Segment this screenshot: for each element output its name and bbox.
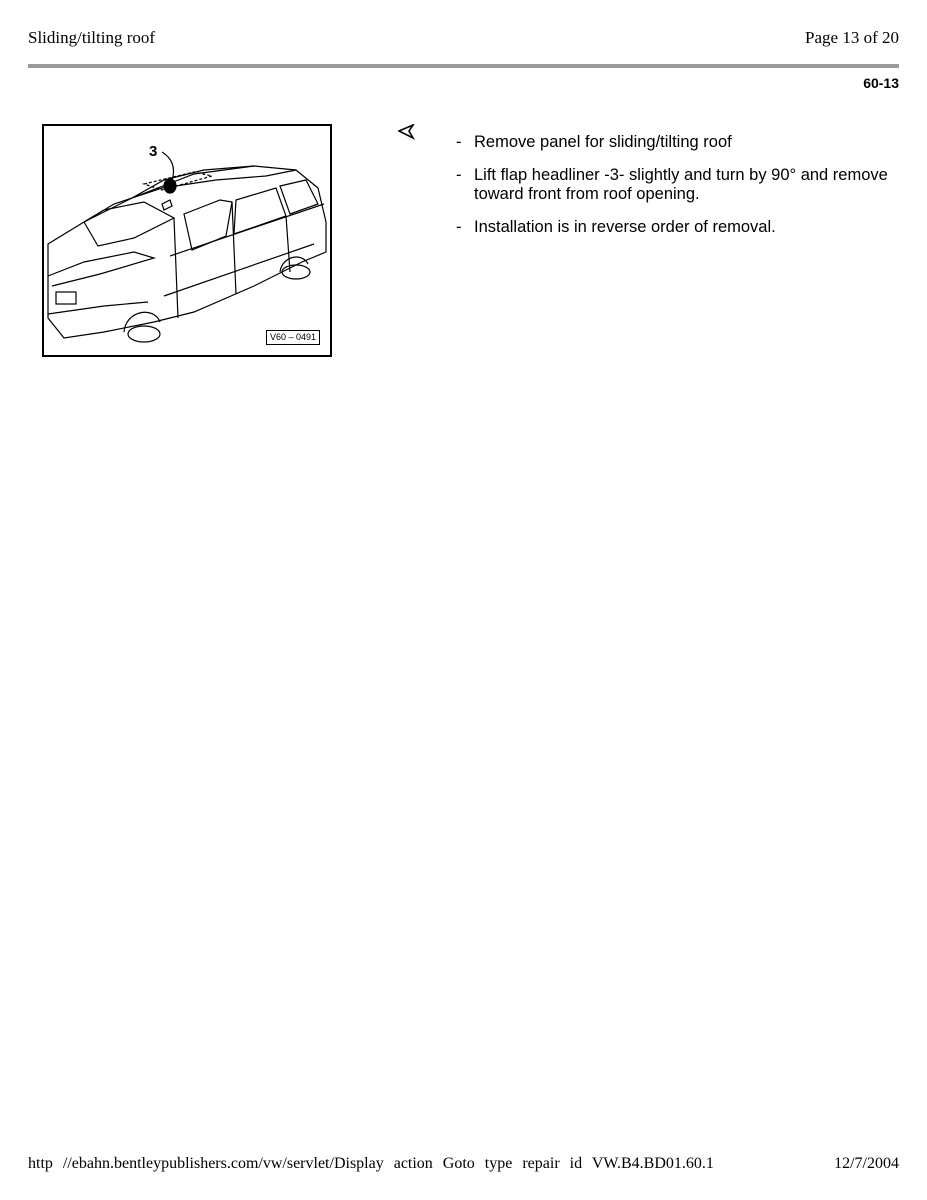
header-divider — [28, 64, 899, 68]
step-text: Lift flap headliner -3- slightly and turn by 90° and remove toward front from roof opening. — [474, 166, 888, 203]
instruction-list — [456, 133, 896, 251]
step-dash: - — [456, 133, 462, 151]
instruction-step — [456, 218, 896, 237]
footer-date: 12/7/2004 — [834, 1155, 899, 1172]
step-dash: - — [456, 218, 462, 236]
figure-code-label: V60 – 0491 — [266, 330, 320, 345]
step-text: Installation is in reverse order of removal. — [474, 218, 776, 236]
page-indicator: Page 13 of 20 — [805, 28, 899, 47]
section-number: 60-13 — [863, 75, 899, 91]
figure-callout-number: 3 — [149, 143, 158, 160]
instruction-step — [456, 133, 896, 152]
step-text: Remove panel for sliding/tilting roof — [474, 133, 732, 151]
footer-url: http //ebahn.bentleypublishers.com/vw/servlet/Display action Goto type repair id VW.B4.BD01.60.1 — [28, 1155, 714, 1172]
pointer-arrow-icon — [398, 124, 416, 140]
car-illustration — [42, 124, 332, 357]
page-header-title: Sliding/tilting roof — [28, 28, 156, 47]
step-dash: - — [456, 166, 462, 184]
instruction-step — [456, 166, 896, 204]
